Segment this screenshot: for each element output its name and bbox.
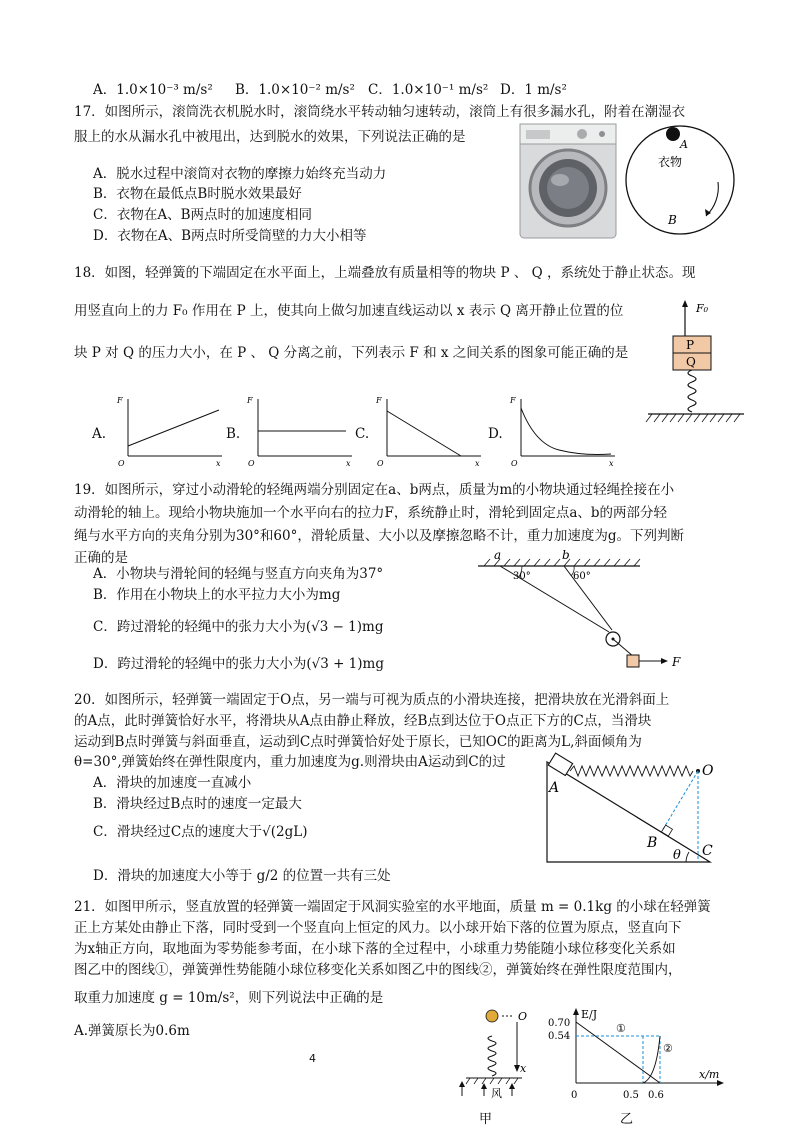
y-tick-070: 0.70 <box>548 1018 571 1029</box>
q17-stem-line-2: 服上的水从漏水孔中被甩出，达到脱水的效果，下列说法正确的是 <box>74 129 466 145</box>
svg-text:F: F <box>510 396 516 405</box>
block-q-label: Q <box>686 355 696 369</box>
svg-text:x: x <box>216 459 221 468</box>
q20-stem-line-2: 的A点，此时弹簧恰好水平，将滑块从A点由静止释放，经B点到达位于O点正下方的C点，当滑块 <box>74 713 652 729</box>
origin-o-label: O <box>518 1010 528 1023</box>
curve-1-label: ① <box>616 1022 626 1035</box>
graph-ylabel: E/J <box>581 1008 598 1021</box>
svg-text:F: F <box>117 396 123 405</box>
q20-option-c: C．滑块经过C点的速度大于√(2gL) <box>93 824 308 840</box>
q19-stem-line-2: 动滑轮的轴上。现给小物块施加一个水平向右的拉力F，系统静止时，滑轮到固定点a、b的两部分轻 <box>74 505 668 521</box>
graph-c-line <box>387 411 461 456</box>
q18-stem-line-3: 块 P 对 Q 的压力大小，在 P 、 Q 分离之前，下列表示 F 和 x 之间关系的图象可能正确的是 <box>74 345 629 361</box>
point-c-label: C <box>702 843 713 859</box>
q19-stem-line-1: 19．如图所示，穿过小动滑轮的轻绳两端分别固定在a、b两点，质量为m的小物块通过轻绳拴接在小 <box>74 482 675 498</box>
incline-spring-figure <box>540 752 720 868</box>
energy-graph <box>548 1008 728 1128</box>
svg-text:O: O <box>377 459 384 468</box>
slider-block <box>548 753 572 775</box>
q17-stem-line-1: 17．如图所示，滚筒洗衣机脱水时，滚筒绕水平转动轴匀速转动，滚筒上有很多漏水孔，附着在潮湿衣 <box>74 104 686 120</box>
figure-jia-label: 甲 <box>479 1112 493 1126</box>
block-p-label: P <box>686 338 695 352</box>
q16-option-a: A．1.0×10⁻³ m/s² <box>93 82 213 98</box>
q19-stem-line-3: 绳与水平方向的夹角分别为30°和60°，滑轮质量、大小以及摩擦忽略不计，重力加速度为g。下列判断 <box>74 528 684 544</box>
figure-yi-label: 乙 <box>620 1112 634 1127</box>
y-tick-054: 0.54 <box>548 1031 571 1042</box>
q16-option-b: B．1.0×10⁻² m/s² <box>235 82 355 98</box>
q18-graph-b <box>244 394 356 470</box>
point-o-label: O <box>702 763 714 779</box>
graph-xlabel: x/m <box>699 1068 720 1081</box>
q21-stem-line-5: 取重力加速度 g = 10m/s²，则下列说法中正确的是 <box>74 990 384 1006</box>
q20-stem-line-3: 运动到B点时弹簧与斜面垂直，运动到C点时弹簧恰好处于原长，已知OC的距离为L,斜面倾角为 <box>74 734 642 750</box>
point-a-label: A <box>549 780 560 796</box>
drum-rotation-figure <box>622 120 738 238</box>
q17-option-c: C．衣物在A、B两点时的加速度相同 <box>93 207 312 223</box>
x-tick-0: 0 <box>571 1090 578 1101</box>
q17-option-b: B．衣物在最低点B时脱水效果最好 <box>93 186 302 202</box>
svg-text:x: x <box>346 459 351 468</box>
q19-option-a: A．小物块与滑轮间的轻绳与竖直方向夹角为37° <box>93 566 384 582</box>
svg-text:O: O <box>118 459 125 468</box>
x-tick-05: 0.5 <box>623 1090 639 1101</box>
wind-label: 风 <box>491 1087 502 1100</box>
ball <box>486 1010 498 1022</box>
q17-option-d: D．衣物在A、B两点时所受筒壁的力大小相等 <box>93 228 367 244</box>
pulley-point-a: a <box>494 548 502 562</box>
q19-stem-line-4: 正确的是 <box>74 550 128 566</box>
drum-label-b: B <box>668 213 677 227</box>
svg-text:x: x <box>609 459 614 468</box>
q18-label-a: A. <box>92 426 107 442</box>
q21-stem-line-4: 图乙中的图线①，弹簧弹性势能随小球位移变化关系如图乙中的图线②，弹簧始终在弹性限度范围内， <box>74 962 682 978</box>
q21-stem-line-1: 21．如图甲所示，竖直放置的轻弹簧一端固定于风洞实验室的水平地面，质量 m = 0.1kg 的小球在轻弹簧 <box>74 899 711 915</box>
q18-label-b: B. <box>226 426 241 442</box>
q20-option-b: B．滑块经过B点时的速度一定最大 <box>93 796 302 812</box>
spring-blocks-figure <box>640 296 752 436</box>
small-block <box>627 655 639 667</box>
q21-stem-line-3: 为x轴正方向，取地面为零势能参考面，在小球下落的全过程中，小球重力势能随小球位移变化关系如 <box>74 941 676 957</box>
spring-force-label: F₀ <box>696 302 709 315</box>
svg-text:O: O <box>511 459 518 468</box>
q20-stem-line-4: θ=30°,弹簧始终在弹性限度内，重力加速度为g.则滑块由A运动到C的过 <box>74 754 506 770</box>
q18-stem-line-1: 18．如图，轻弹簧的下端固定在水平面上，上端叠放有质量相等的物块 P 、 Q ，系统处于静止状态。现 <box>74 265 696 281</box>
svg-text:O: O <box>248 459 255 468</box>
pulley-figure <box>470 546 685 676</box>
drum-label-a: A <box>680 138 688 151</box>
q16-option-c: C．1.0×10⁻¹ m/s² <box>368 82 489 98</box>
q19-option-b: B．作用在小物块上的水平拉力大小为mg <box>93 587 341 603</box>
q20-stem-line-1: 20．如图所示，轻弹簧一端固定于O点，另一端与可视为质点的小滑块连接，把滑块放在光滑斜面上 <box>74 692 670 708</box>
angle-60-label: 60° <box>573 571 591 582</box>
theta-label: θ <box>673 848 681 863</box>
svg-text:F: F <box>376 396 382 405</box>
point-b-label: B <box>647 835 658 851</box>
pulley-point-b: b <box>562 548 570 562</box>
q18-label-c: C. <box>355 426 370 442</box>
q17-option-a: A．脱水过程中滚筒对衣物的摩擦力始终充当动力 <box>93 166 387 182</box>
angle-30-label: 30° <box>513 571 531 582</box>
q21-option-a: A.弹簧原长为0.6m <box>74 1023 190 1039</box>
graph-d-curve <box>521 408 611 455</box>
pull-force-label: F <box>672 655 681 669</box>
incline <box>547 762 710 862</box>
curve-2-label: ② <box>663 1042 673 1055</box>
q20-option-d: D．滑块的加速度大小等于 g/2 的位置一共有三处 <box>93 868 391 884</box>
q18-graph-a <box>114 394 226 470</box>
q18-graph-d <box>507 394 619 470</box>
q18-graph-c <box>373 394 485 470</box>
q19-option-c: C．跨过滑轮的轻绳中的张力大小为(√3 − 1)mg <box>93 619 384 635</box>
axis-x-label: x <box>520 1062 527 1075</box>
svg-text:F: F <box>247 396 253 405</box>
q21-stem-line-2: 正上方某处由静止下落，同时受到一个竖直向上恒定的风力。以小球开始下落的位置为原点，竖直向下 <box>74 920 682 936</box>
x-tick-06: 0.6 <box>648 1090 664 1101</box>
q18-label-d: D. <box>488 426 503 442</box>
wind-tunnel-figure <box>452 1008 552 1126</box>
q19-option-d: D．跨过滑轮的轻绳中的张力大小为(√3 + 1)mg <box>93 656 384 672</box>
drum-label-cloth: 衣物 <box>658 155 683 169</box>
curve-2-line <box>643 1036 660 1083</box>
svg-text:x: x <box>475 459 480 468</box>
spring-zigzag <box>570 766 693 776</box>
graph-a-line <box>128 410 219 446</box>
q16-option-d: D．1 m/s² <box>500 82 567 98</box>
washing-machine-figure <box>518 122 618 240</box>
q20-option-a: A．滑块的加速度一直减小 <box>93 775 252 791</box>
page-number: 4 <box>309 1052 316 1065</box>
q18-stem-line-2: 用竖直向上的力 F₀ 作用在 P 上，使其向上做匀加速直线运动以 x 表示 Q 离开静止位置的位 <box>74 303 624 319</box>
